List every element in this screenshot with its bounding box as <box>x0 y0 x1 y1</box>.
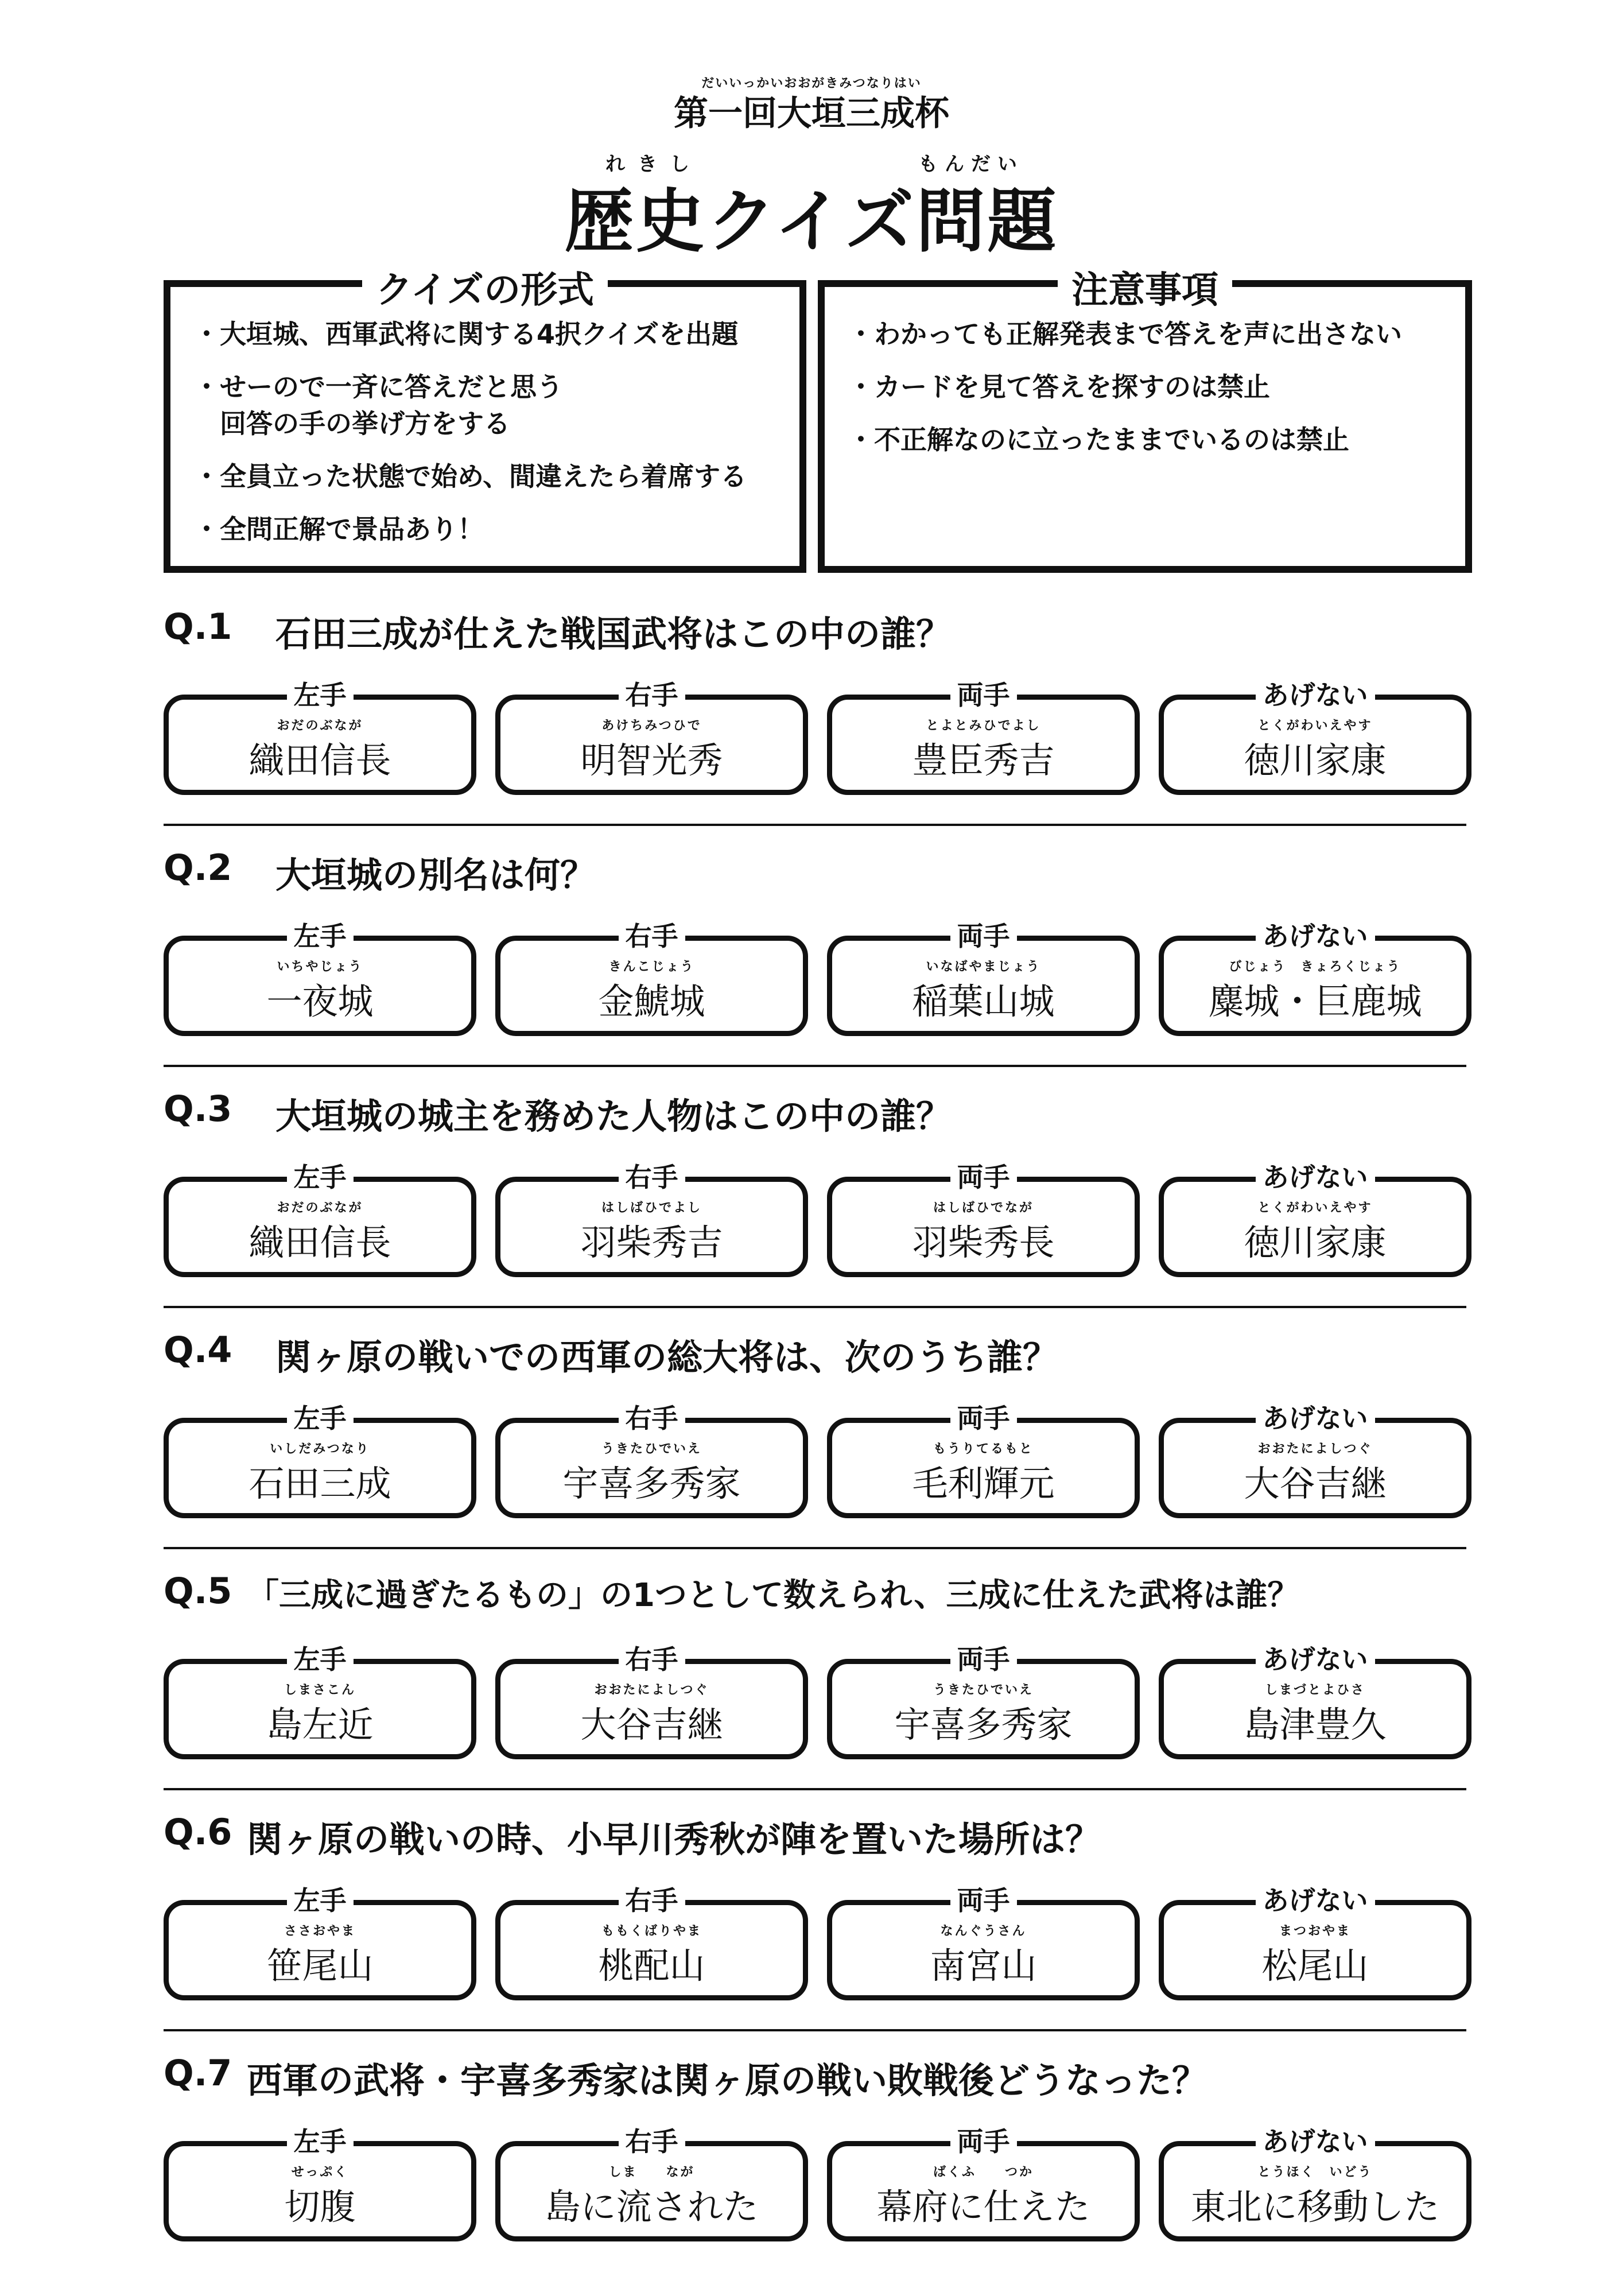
question-number: Q.3 <box>164 1088 232 1130</box>
option-hand-label: 左手 <box>287 1403 354 1434</box>
option-furigana: まつおやま <box>1279 1924 1351 1938</box>
option-furigana: しまづとよひさ <box>1264 1683 1365 1697</box>
option-furigana: せっぷく <box>291 2165 349 2179</box>
format-list <box>193 316 788 564</box>
option-hand-label: 右手 <box>619 921 685 952</box>
option-furigana: おだのぶなが <box>277 719 363 733</box>
notes-item: ・わかっても正解発表まで答えを声に出さない <box>848 319 1402 350</box>
option-text: 石田三成 <box>249 1463 391 1504</box>
option-hand-label: 左手 <box>287 1885 354 1916</box>
option-hand-label: あげない <box>1256 1403 1375 1434</box>
answer-option <box>1159 680 1471 795</box>
option-hand-label: 両手 <box>950 1162 1017 1193</box>
title-furigana-1: れきし <box>605 153 702 176</box>
option-hand-label: 右手 <box>619 680 685 711</box>
option-furigana: しま なが <box>608 2165 695 2179</box>
option-text: 宇喜多秀家 <box>562 1463 741 1504</box>
option-hand-label: 両手 <box>950 1644 1017 1675</box>
question-number: Q.4 <box>164 1329 232 1371</box>
option-text: 金鯱城 <box>598 980 705 1022</box>
option-hand-label: 両手 <box>950 2126 1017 2157</box>
option-furigana: とよとみひでよし <box>926 719 1041 733</box>
option-furigana: うきたひでいえ <box>601 1442 702 1456</box>
option-hand-label: あげない <box>1256 1162 1375 1193</box>
option-furigana: おおたによしつぐ <box>1257 1442 1373 1456</box>
format-box-title: クイズの形式 <box>362 269 608 312</box>
option-hand-label: 両手 <box>950 680 1017 711</box>
option-hand-label: 左手 <box>287 1644 354 1675</box>
option-text: 豊臣秀吉 <box>912 739 1055 781</box>
sub-title-furigana: だいいっかいおおがきみつなりはい <box>701 76 922 91</box>
option-hand-label: 両手 <box>950 1885 1017 1916</box>
option-furigana: おだのぶなが <box>277 1201 363 1215</box>
format-item: ・大垣城、西軍武将に関する4択クイズを出題 <box>193 319 739 350</box>
option-text: 島左近 <box>266 1704 374 1746</box>
option-hand-label: 左手 <box>287 1162 354 1193</box>
option-furigana: しまさこん <box>284 1683 356 1697</box>
option-hand-label: あげない <box>1256 1644 1375 1675</box>
option-furigana: ばくふ つか <box>933 2165 1034 2179</box>
option-hand-label: あげない <box>1256 1885 1375 1916</box>
question-divider <box>164 1547 1466 1549</box>
answer-option <box>1159 1644 1471 1759</box>
answer-option <box>1159 1162 1471 1277</box>
answer-option <box>164 1403 476 1518</box>
question-divider <box>164 1065 1466 1067</box>
format-box <box>164 269 806 573</box>
option-furigana: あけちみつひで <box>601 719 702 733</box>
page-title: 歴史クイズ問題 <box>564 182 1059 262</box>
option-text: 東北に移動した <box>1190 2186 1440 2228</box>
answer-option <box>495 680 808 795</box>
answer-option <box>827 921 1140 1036</box>
option-text: 一夜城 <box>266 980 374 1022</box>
option-furigana: ささおやま <box>284 1924 356 1938</box>
answer-option <box>495 921 808 1036</box>
option-text: 徳川家康 <box>1244 739 1387 781</box>
option-text: 大谷吉継 <box>1244 1463 1387 1504</box>
option-furigana: いなばやまじょう <box>926 960 1041 974</box>
question-number: Q.1 <box>164 606 232 647</box>
notes-list <box>848 316 1454 474</box>
option-text: 毛利輝元 <box>912 1463 1055 1504</box>
answer-option <box>1159 1885 1471 2000</box>
option-furigana: いしだみつなり <box>270 1442 370 1456</box>
option-text: 麋城・巨鹿城 <box>1208 980 1422 1022</box>
option-furigana: ももくばりやま <box>601 1924 702 1938</box>
answer-option <box>827 1162 1140 1277</box>
question-number: Q.7 <box>164 2052 232 2094</box>
option-hand-label: 右手 <box>619 1403 685 1434</box>
option-furigana: うきたひでいえ <box>933 1683 1034 1697</box>
question-divider <box>164 1306 1466 1308</box>
format-item: ・全員立った状態で始め、間違えたら着席する <box>193 461 747 492</box>
option-hand-label: 左手 <box>287 680 354 711</box>
option-text: 羽柴秀吉 <box>580 1221 723 1263</box>
option-hand-label: 右手 <box>619 2126 685 2157</box>
question-text: 関ヶ原の戦いでの西軍の総大将は、次のうち誰？ <box>275 1336 1059 1378</box>
option-text: 羽柴秀長 <box>912 1221 1055 1263</box>
answer-option <box>164 1885 476 2000</box>
option-hand-label: 右手 <box>619 1885 685 1916</box>
option-furigana: びじょう きょろくじょう <box>1229 960 1401 974</box>
notes-item: ・不正解なのに立ったままでいるのは禁止 <box>848 424 1349 455</box>
option-furigana: もうりてるもと <box>933 1442 1034 1456</box>
option-text: 南宮山 <box>930 1945 1037 1987</box>
option-hand-label: あげない <box>1256 680 1375 711</box>
answer-option <box>164 680 476 795</box>
option-furigana: はしばひでなが <box>933 1201 1034 1215</box>
option-text: 桃配山 <box>598 1945 705 1987</box>
answer-option <box>827 680 1140 795</box>
answer-option <box>495 1403 808 1518</box>
option-text: 織田信長 <box>249 1221 391 1263</box>
sub-title: 第一回大垣三成杯 <box>674 94 949 134</box>
option-text: 大谷吉継 <box>580 1704 723 1746</box>
question-text: 大垣城の別名は何？ <box>275 854 596 896</box>
answer-option <box>827 1403 1140 1518</box>
option-hand-label: 右手 <box>619 1644 685 1675</box>
question-text: 石田三成が仕えた戦国武将はこの中の誰？ <box>275 613 952 655</box>
option-text: 松尾山 <box>1261 1945 1369 1987</box>
option-furigana: きんこじょう <box>608 960 695 974</box>
answer-option <box>495 1162 808 1277</box>
answer-option <box>495 1644 808 1759</box>
answer-option <box>827 1644 1140 1759</box>
question-divider <box>164 2029 1466 2031</box>
format-item: ・せーので一斉に答えだと思う <box>193 371 563 402</box>
question-number: Q.2 <box>164 847 232 889</box>
option-furigana: とくがわいえやす <box>1257 1201 1373 1215</box>
notes-item: ・カードを見て答えを探すのは禁止 <box>848 371 1270 402</box>
question-text: 西軍の武将・宇喜多秀家は関ヶ原の戦い敗戦後どうなった？ <box>247 2060 1208 2101</box>
option-hand-label: 左手 <box>287 921 354 952</box>
option-text: 切腹 <box>284 2186 356 2228</box>
answer-option <box>827 2126 1140 2241</box>
notes-box <box>818 269 1472 573</box>
option-hand-label: あげない <box>1256 921 1375 952</box>
format-item: 回答の手の挙げ方をする <box>193 408 510 439</box>
question-text: 大垣城の城主を務めた人物はこの中の誰？ <box>275 1095 952 1137</box>
question-text: 関ヶ原の戦いの時、小早川秀秋が陣を置いた場所は？ <box>247 1818 1101 1860</box>
question-text: 「三成に過ぎたるもの」の1つとして数えられ、三成に仕えた武将は誰？ <box>247 1577 1300 1614</box>
answer-option <box>1159 921 1471 1036</box>
format-item: ・全問正解で景品あり！ <box>193 514 484 545</box>
answer-option <box>495 1885 808 2000</box>
answer-option <box>1159 2126 1471 2241</box>
option-hand-label: 両手 <box>950 1403 1017 1434</box>
question-number: Q.5 <box>164 1570 232 1612</box>
option-furigana: とうほく いどう <box>1257 2165 1373 2179</box>
option-furigana: おおたによしつぐ <box>594 1683 709 1697</box>
option-hand-label: あげない <box>1256 2126 1375 2157</box>
question-divider <box>164 824 1466 826</box>
option-hand-label: 右手 <box>619 1162 685 1193</box>
answer-option <box>1159 1403 1471 1518</box>
question-number: Q.6 <box>164 1811 232 1853</box>
option-text: 宇喜多秀家 <box>894 1704 1073 1746</box>
answer-option <box>164 1644 476 1759</box>
answer-option <box>164 1162 476 1277</box>
option-furigana: とくがわいえやす <box>1257 719 1373 733</box>
answer-option <box>164 2126 476 2241</box>
option-furigana: いちやじょう <box>277 960 363 974</box>
title-furigana-2: もんだい <box>918 153 1024 176</box>
option-text: 笹尾山 <box>266 1945 374 1987</box>
notes-box-title: 注意事項 <box>1058 269 1232 312</box>
option-furigana: はしばひでよし <box>601 1201 702 1215</box>
option-text: 稲葉山城 <box>912 980 1055 1022</box>
answer-option <box>495 2126 808 2241</box>
answer-option <box>164 921 476 1036</box>
option-text: 幕府に仕えた <box>876 2186 1090 2228</box>
option-text: 明智光秀 <box>580 739 723 781</box>
option-hand-label: 両手 <box>950 921 1017 952</box>
option-text: 島に流された <box>545 2186 759 2228</box>
question-divider <box>164 1788 1466 1790</box>
option-text: 織田信長 <box>249 739 391 781</box>
option-furigana: なんぐうさん <box>940 1924 1027 1938</box>
option-hand-label: 左手 <box>287 2126 354 2157</box>
option-text: 島津豊久 <box>1244 1704 1387 1746</box>
option-text: 徳川家康 <box>1244 1221 1387 1263</box>
answer-option <box>827 1885 1140 2000</box>
